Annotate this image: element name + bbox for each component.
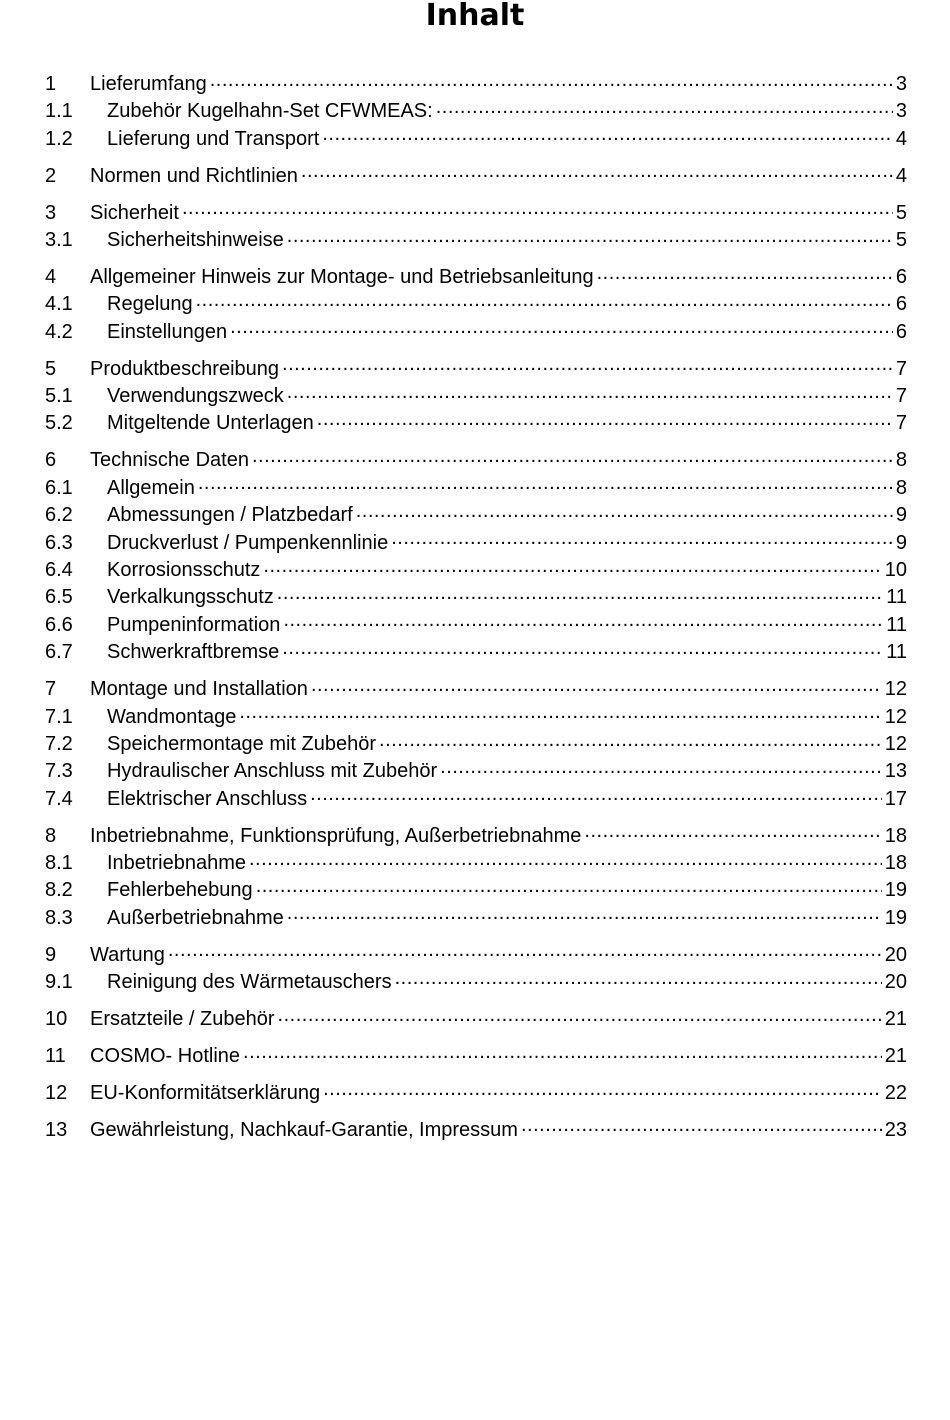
toc-dot-leader xyxy=(310,785,882,805)
toc-section-entry[interactable] xyxy=(45,529,907,556)
toc-chapter-entry[interactable] xyxy=(45,941,907,968)
toc-entry-title: Allgemeiner Hinweis zur Montage- und Betriebsanleitung xyxy=(90,265,594,288)
toc-entry-number: 7.3 xyxy=(45,760,73,783)
toc-dot-leader xyxy=(395,968,882,988)
toc-chapter-entry[interactable] xyxy=(45,1005,907,1032)
toc-entry-number: 8.2 xyxy=(45,879,73,902)
toc-entry-title: Sicherheit xyxy=(90,201,179,224)
toc-dot-leader xyxy=(277,583,883,603)
toc-entry-number: 5 xyxy=(45,357,57,380)
toc-entry-number: 1 xyxy=(45,73,57,95)
toc-entry-page-number: 20 xyxy=(884,971,907,994)
toc-entry-page-number: 11 xyxy=(886,641,907,664)
toc-dot-leader xyxy=(196,290,893,310)
toc-entry-number: 8.3 xyxy=(45,906,73,929)
toc-entry-title: Montage und Installation xyxy=(90,678,308,701)
toc-entry-page-number: 10 xyxy=(884,559,907,581)
toc-dot-leader xyxy=(282,638,883,658)
toc-entry-number: 4.1 xyxy=(45,293,73,316)
toc-section-entry[interactable] xyxy=(45,501,907,528)
toc-dot-leader xyxy=(287,382,893,402)
toc-entry-title: Außerbetriebnahme xyxy=(107,906,284,929)
toc-entry-page-number: 8 xyxy=(895,449,907,472)
toc-entry-page-number: 22 xyxy=(884,1081,907,1104)
toc-dot-leader xyxy=(249,849,882,869)
toc-entry-title: Gewährleistung, Nachkauf-Garantie, Impressum xyxy=(90,1118,518,1141)
toc-dot-leader xyxy=(263,556,881,576)
toc-entry-title: Verkalkungsschutz xyxy=(107,586,274,609)
toc-entry-number: 10 xyxy=(45,1008,68,1031)
toc-entry-title: Abmessungen / Platzbedarf xyxy=(107,504,353,527)
toc-entry-page-number: 11 xyxy=(886,613,907,636)
toc-entry-page-number: 4 xyxy=(895,127,907,150)
toc-section-entry[interactable] xyxy=(45,226,907,253)
toc-entry-number: 5.1 xyxy=(45,385,73,408)
toc-section-entry[interactable] xyxy=(45,556,907,583)
toc-entry-number: 6.6 xyxy=(45,613,73,636)
toc-entry-page-number: 8 xyxy=(895,476,907,499)
toc-section-entry[interactable] xyxy=(45,904,907,931)
toc-entry-page-number: 11 xyxy=(886,586,907,609)
toc-entry-number: 2 xyxy=(45,164,57,187)
toc-entry-page-number: 5 xyxy=(895,201,907,224)
toc-entry-title: Hydraulischer Anschluss mit Zubehör xyxy=(107,760,438,783)
toc-dot-leader xyxy=(323,1079,882,1099)
toc-dot-leader xyxy=(168,941,882,961)
toc-dot-leader xyxy=(436,97,893,117)
toc-entry-page-number: 18 xyxy=(884,852,907,875)
toc-entry-title: Lieferumfang xyxy=(90,73,207,95)
toc-dot-leader xyxy=(198,474,893,494)
toc-dot-leader xyxy=(521,1116,882,1136)
toc-entry-title: Technische Daten xyxy=(90,449,249,472)
toc-entry-page-number: 9 xyxy=(895,504,907,527)
toc-section-entry[interactable] xyxy=(45,474,907,501)
toc-entry-number: 4.2 xyxy=(45,320,73,343)
toc-entry-number: 3.1 xyxy=(45,229,73,252)
toc-entry-title: Ersatzteile / Zubehör xyxy=(90,1008,275,1031)
toc-entry-number: 5.2 xyxy=(45,412,73,435)
toc-dot-leader xyxy=(283,611,883,631)
toc-dot-leader xyxy=(230,318,893,338)
toc-entry-title: Pumpeninformation xyxy=(107,613,281,636)
toc-dot-leader xyxy=(356,501,893,521)
toc-entry-title: Einstellungen xyxy=(107,320,228,343)
toc-entry-number: 7 xyxy=(45,678,57,701)
toc-entry-title: Elektrischer Anschluss xyxy=(107,787,308,810)
toc-dot-leader xyxy=(243,1042,882,1062)
toc-entry-title: Zubehör Kugelhahn-Set CFWMEAS: xyxy=(107,100,433,123)
toc-chapter-entry[interactable] xyxy=(45,822,907,849)
toc-entry-page-number: 19 xyxy=(884,879,907,902)
toc-chapter-entry[interactable] xyxy=(45,263,907,290)
toc-entry-number: 7.4 xyxy=(45,787,73,810)
toc-section-entry[interactable] xyxy=(45,785,907,812)
toc-entry-page-number: 7 xyxy=(895,385,907,408)
toc-entry-page-number: 21 xyxy=(884,1008,907,1031)
toc-entry-page-number: 6 xyxy=(895,320,907,343)
toc-entry-number: 4 xyxy=(45,265,57,288)
toc-entry-title: Produktbeschreibung xyxy=(90,357,280,380)
toc-entry-title: Druckverlust / Pumpenkennlinie xyxy=(107,531,389,554)
toc-section-entry[interactable] xyxy=(45,583,907,610)
toc-section-entry[interactable] xyxy=(45,703,907,730)
toc-section-entry[interactable] xyxy=(45,849,907,876)
toc-entry-title: EU-Konformitätserklärung xyxy=(90,1081,321,1104)
toc-entry-title: Schwerkraftbremse xyxy=(107,641,280,664)
toc-section-entry[interactable] xyxy=(45,876,907,903)
toc-dot-leader xyxy=(282,355,893,375)
toc-entry-number: 1.1 xyxy=(45,100,73,123)
toc-entry-title: Reinigung des Wärmetauschers xyxy=(107,971,392,994)
toc-chapter-entry[interactable] xyxy=(45,199,907,226)
toc-entry-title: Korrosionsschutz xyxy=(107,559,261,581)
toc-entry-page-number: 12 xyxy=(884,678,907,701)
toc-entry-page-number: 4 xyxy=(895,164,907,187)
toc-chapter-entry[interactable] xyxy=(45,355,907,382)
toc-section-entry[interactable] xyxy=(45,318,907,345)
toc-entry-title: Verwendungszweck xyxy=(107,385,284,408)
toc-section-entry[interactable] xyxy=(45,97,907,124)
toc-entry-page-number: 13 xyxy=(884,760,907,783)
toc-entry-number: 7.2 xyxy=(45,732,73,755)
toc-entry-number: 3 xyxy=(45,201,57,224)
toc-section-entry[interactable] xyxy=(45,730,907,757)
toc-dot-leader xyxy=(440,757,882,777)
toc-entry-page-number: 17 xyxy=(884,787,907,810)
toc-entry-page-number: 21 xyxy=(884,1045,907,1067)
toc-dot-leader xyxy=(287,904,882,924)
toc-entry-number: 11 xyxy=(45,1045,66,1067)
toc-entry-title: Wandmontage xyxy=(107,705,237,728)
page-title: Inhalt xyxy=(425,0,525,33)
toc-entry-title: Speichermontage mit Zubehör xyxy=(107,732,377,755)
toc-dot-leader xyxy=(317,409,893,429)
toc-entry-number: 9 xyxy=(45,943,57,966)
toc-section-entry[interactable] xyxy=(45,382,907,409)
toc-entry-page-number: 6 xyxy=(895,293,907,316)
toc-section-entry[interactable] xyxy=(45,409,907,436)
toc-entry-title: Fehlerbehebung xyxy=(107,879,253,902)
toc-entry-page-number: 3 xyxy=(895,73,907,95)
toc-section-entry[interactable] xyxy=(45,638,907,665)
toc-entry-number: 6.4 xyxy=(45,559,73,581)
toc-section-entry[interactable] xyxy=(45,290,907,317)
toc-dot-leader xyxy=(252,446,893,466)
toc-entry-number: 1.2 xyxy=(45,127,73,150)
toc-dot-leader xyxy=(256,876,882,896)
toc-chapter-entry[interactable] xyxy=(45,1042,907,1069)
toc-entry-title: Sicherheitshinweise xyxy=(107,229,284,252)
toc-section-entry[interactable] xyxy=(45,968,907,995)
toc-entry-number: 7.1 xyxy=(45,705,73,728)
toc-entry-title: Inbetriebnahme, Funktionsprüfung, Außerbetriebnahme xyxy=(90,824,582,847)
toc-entry-page-number: 19 xyxy=(884,906,907,929)
toc-entry-page-number: 23 xyxy=(884,1118,907,1141)
toc-chapter-entry[interactable] xyxy=(45,70,907,97)
toc-dot-leader xyxy=(584,822,881,842)
toc-dot-leader xyxy=(301,162,893,182)
toc-section-entry[interactable] xyxy=(45,757,907,784)
toc-entry-page-number: 12 xyxy=(884,732,907,755)
toc-entry-number: 6.2 xyxy=(45,504,73,527)
toc-dot-leader xyxy=(597,263,893,283)
toc-entry-page-number: 20 xyxy=(884,943,907,966)
toc-entry-page-number: 7 xyxy=(895,357,907,380)
toc-entry-title: COSMO- Hotline xyxy=(90,1045,241,1067)
toc-entry-page-number: 5 xyxy=(895,229,907,252)
toc-entry-page-number: 3 xyxy=(895,100,907,123)
toc-section-entry[interactable] xyxy=(45,125,907,152)
toc-dot-leader xyxy=(239,703,881,723)
toc-entry-number: 12 xyxy=(45,1081,68,1104)
toc-entry-number: 6.3 xyxy=(45,531,73,554)
toc-entry-title: Regelung xyxy=(107,293,193,316)
toc-entry-title: Normen und Richtlinien xyxy=(90,164,298,187)
toc-dot-leader xyxy=(322,125,893,145)
toc-entry-number: 9.1 xyxy=(45,971,73,994)
toc-dot-leader xyxy=(311,675,882,695)
toc-entry-page-number: 12 xyxy=(884,705,907,728)
toc-entry-number: 8 xyxy=(45,824,57,847)
toc-entry-number: 6.7 xyxy=(45,641,73,664)
toc-chapter-entry[interactable] xyxy=(45,1079,907,1106)
toc-chapter-entry[interactable] xyxy=(45,675,907,702)
toc-entry-page-number: 6 xyxy=(895,265,907,288)
toc-entry-page-number: 7 xyxy=(895,412,907,435)
toc-dot-leader xyxy=(287,226,893,246)
toc-entry-number: 13 xyxy=(45,1118,68,1141)
toc-chapter-entry[interactable] xyxy=(45,1116,907,1143)
toc-entry-title: Allgemein xyxy=(107,476,195,499)
toc-entry-number: 6.1 xyxy=(45,476,73,499)
toc-entry-title: Inbetriebnahme xyxy=(107,852,246,875)
toc-section-entry[interactable] xyxy=(45,611,907,638)
toc-entry-page-number: 18 xyxy=(884,824,907,847)
toc-entry-title: Wartung xyxy=(90,943,165,966)
toc-dot-leader xyxy=(210,70,893,90)
toc-entry-title: Lieferung und Transport xyxy=(107,127,320,150)
toc-dot-leader xyxy=(278,1005,882,1025)
toc-entry-number: 6 xyxy=(45,449,57,472)
table-of-contents xyxy=(45,70,907,1143)
toc-entry-title: Mitgeltende Unterlagen xyxy=(107,412,314,435)
toc-entry-number: 6.5 xyxy=(45,586,73,609)
toc-dot-leader xyxy=(379,730,882,750)
toc-entry-number: 8.1 xyxy=(45,852,73,875)
toc-chapter-entry[interactable] xyxy=(45,162,907,189)
toc-dot-leader xyxy=(182,199,893,219)
toc-dot-leader xyxy=(391,529,893,549)
toc-chapter-entry[interactable] xyxy=(45,446,907,473)
toc-entry-page-number: 9 xyxy=(895,531,907,554)
